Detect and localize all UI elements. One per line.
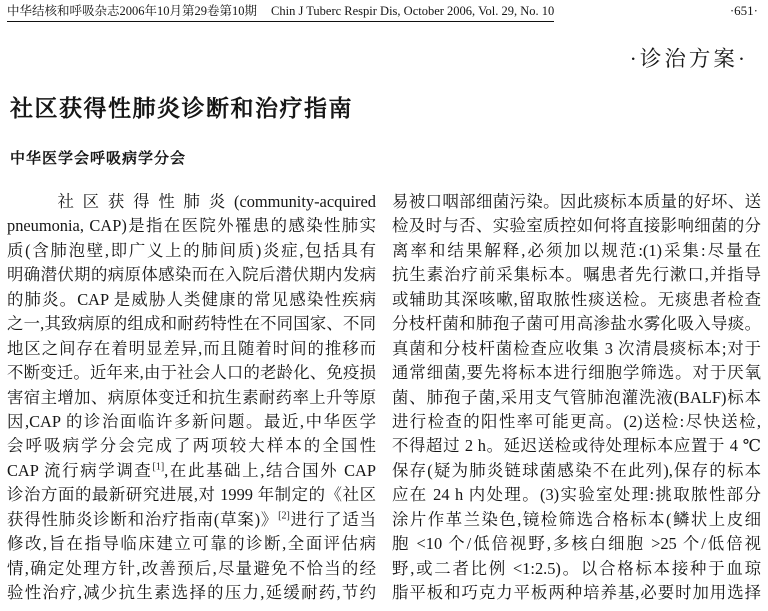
text-line: 之一,其致病原的组成和耐药特性在不同国家、不同 — [7, 314, 376, 334]
text-line: 或辅助其深咳嗽,留取脓性痰送检。无痰患者检查 — [392, 289, 761, 309]
text-line: 真菌和分枝杆菌检查应收集 3 次清晨痰标本;对于 — [392, 338, 761, 358]
text-line: 地区之间存在着明显差异,而且随着时间的推移而 — [7, 338, 376, 358]
text-line: 保存(疑为肺炎链球菌感染不在此列),保存的标本 — [392, 460, 761, 480]
reference-superscript: [2] — [278, 510, 290, 522]
journal-masthead — [7, 3, 554, 22]
text-line: 的肺炎。CAP 是威胁人类健康的常见感染性疾病 — [7, 289, 376, 309]
section-label: ·诊治方案· — [629, 47, 748, 71]
text-line: 社区获得性肺炎(community-acquired — [7, 192, 376, 211]
running-head — [7, 3, 758, 22]
text-line: CAP 流行病学调查[1],在此基础上,结合国外 CAP — [7, 460, 377, 480]
journal-title-en: Chin J Tuberc Respir Dis, October 2006, Vol. 29, No. 10 — [271, 4, 555, 18]
text-line: 通常细菌,要先将标本进行细胞学筛选。对于厌氧 — [392, 363, 761, 383]
text-line: 检及时与否、实验室质控如何将直接影响细菌的分 — [392, 216, 761, 236]
text-line: 质(含肺泡壁,即广义上的肺间质)炎症,包括具有 — [7, 240, 376, 260]
page-title: 社区获得性肺炎诊断和治疗指南 — [10, 96, 353, 121]
text-line: 不得超过 2 h。延迟送检或待处理标本应置于 4 ℃ — [392, 436, 761, 456]
author-line: 中华医学会呼吸病学分会 — [10, 151, 187, 167]
text-line: pneumonia, CAP)是指在医院外罹患的感染性肺实 — [7, 216, 376, 236]
text-line: 害宿主增加、病原体变迁和抗生素耐药率上升等原 — [7, 387, 376, 407]
reference-superscript: [1] — [152, 461, 165, 473]
journal-title-cn: 中华结核和呼吸杂志2006年10月第29卷第10期 — [7, 4, 258, 18]
text-line: 会呼吸病学分会完成了两项较大样本的全国性 — [7, 436, 376, 456]
text-line: 诊治方面的最新研究进展,对 1999 年制定的《社区 — [7, 485, 376, 505]
text-line: 抗生素治疗前采集标本。嘱患者先行漱口,并指导 — [392, 265, 761, 285]
page-number: ·651· — [729, 3, 758, 18]
article-body — [7, 190, 761, 605]
text-line: 不断变迁。近年来,由于社会人口的老龄化、免疫损 — [7, 363, 376, 383]
text-line: 应在 24 h 内处理。(3)实验室处理:挑取脓性部分 — [392, 485, 761, 505]
column-right — [392, 190, 761, 605]
text-line: 修改,旨在指导临床建立可靠的诊断,全面评估病 — [7, 534, 376, 554]
text-line: 情,确定处理方针,改善预后,尽量避免不恰当的经 — [7, 558, 376, 578]
text-line: 脂平板和巧克力平板两种培养基,必要时加用选择 — [392, 583, 761, 602]
text-line: 分枝杆菌和肺孢子菌可用高渗盐水雾化吸入导痰。 — [392, 314, 761, 334]
text-line: 菌、肺孢子菌,采用支气管肺泡灌洗液(BALF)标本 — [392, 387, 761, 407]
text-line: 明确潜伏期的病原体感染而在入院后潜伏期内发病 — [7, 265, 376, 285]
column-left — [7, 190, 376, 605]
text-line: 获得性肺炎诊断和治疗指南(草案)》[2]进行了适当 — [7, 509, 377, 529]
text-line: 胞 <10 个/低倍视野,多核白细胞 >25 个/低倍视 — [392, 534, 761, 554]
text-line: 野,或二者比例 <1:2.5)。以合格标本接种于血琼 — [392, 558, 761, 578]
text-line: 验性治疗,减少抗生素选择的压力,延缓耐药,节约 — [7, 583, 376, 602]
text-line: 离率和结果解释,必须加以规范:(1)采集:尽量在 — [392, 240, 761, 260]
text-line: 易被口咽部细菌污染。因此痰标本质量的好坏、送 — [392, 192, 761, 211]
text-line: 涂片作革兰染色,镜检筛选合格标本(鳞状上皮细 — [392, 509, 761, 529]
text-line: 进行检查的阳性率可能更高。(2)送检:尽快送检, — [392, 411, 761, 431]
text-line: 因,CAP 的诊治面临许多新问题。最近,中华医学 — [7, 411, 376, 431]
